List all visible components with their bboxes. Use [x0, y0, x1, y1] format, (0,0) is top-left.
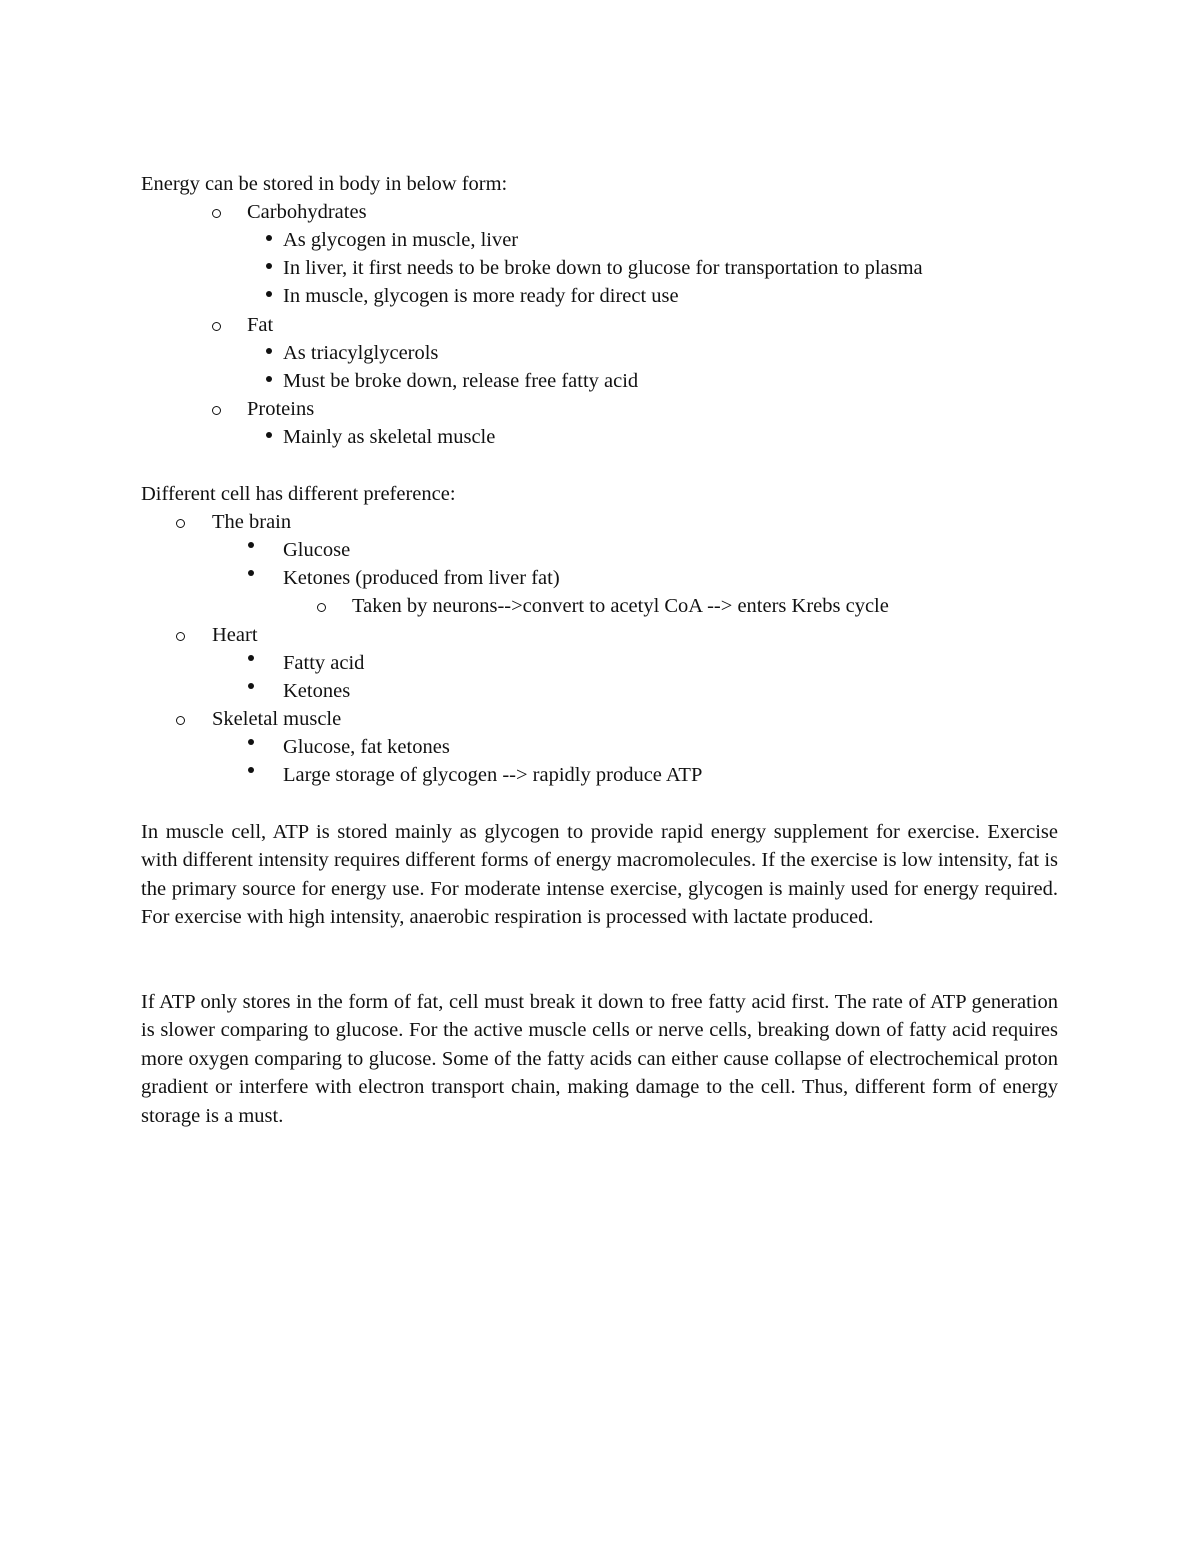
bullet-icon [248, 655, 254, 661]
bullet-icon [248, 767, 254, 773]
section1-group-carbohydrates: Carbohydrates [247, 201, 367, 223]
list-item: Glucose [283, 539, 351, 561]
list-item: Ketones [283, 680, 351, 702]
section2-group-skeletal-muscle: Skeletal muscle [212, 708, 342, 730]
bullet-icon [266, 348, 272, 354]
hollow-bullet-icon [176, 716, 185, 725]
list-item: As triacylglycerols [283, 342, 439, 364]
list-item: As glycogen in muscle, liver [283, 229, 519, 251]
bullet-icon [266, 291, 272, 297]
bullet-icon [266, 235, 272, 241]
hollow-bullet-icon [176, 632, 185, 641]
bullet-icon [248, 683, 254, 689]
section2-heading: Different cell has different preference: [141, 483, 456, 505]
list-item: In muscle, glycogen is more ready for direct use [283, 285, 679, 307]
hollow-bullet-icon [317, 603, 326, 612]
section2-group-brain: The brain [212, 511, 292, 533]
bullet-icon [266, 432, 272, 438]
list-subitem: Taken by neurons-->convert to acetyl CoA --> enters Krebs cycle [352, 595, 889, 617]
hollow-bullet-icon [212, 322, 221, 331]
list-item: Fatty acid [283, 652, 365, 674]
list-item: Mainly as skeletal muscle [283, 426, 496, 448]
bullet-icon [248, 570, 254, 576]
bullet-icon [266, 376, 272, 382]
list-item: In liver, it first needs to be broke down to glucose for transportation to plasma [283, 257, 923, 279]
bullet-icon [266, 263, 272, 269]
paragraph-fat-storage: If ATP only stores in the form of fat, cell must break it down to free fatty acid first. The rate of ATP generation is slower comparing to glucose. For the active muscle cells or nerve cells, breaking down of fatty acid requires more oxygen comparing to glucose. Some of the fatty acids can either cause collapse of electrochemical proton gradient or interfere with electron transport chain, making damage to the cell. Thus, different form of energy storage is a must. [141, 991, 1058, 1127]
list-item: Ketones (produced from liver fat) [283, 567, 560, 589]
list-item: Large storage of glycogen --> rapidly produce ATP [283, 764, 703, 786]
section1-heading: Energy can be stored in body in below form: [141, 173, 508, 195]
section1-group-proteins: Proteins [247, 398, 315, 420]
hollow-bullet-icon [212, 406, 221, 415]
paragraph-muscle-atp: In muscle cell, ATP is stored mainly as glycogen to provide rapid energy supplement for exercise. Exercise with different intensity requires different forms of energy macromolecules. If the exercise is low intensity, fat is the primary source for energy use. For moderate intense exercise, glycogen is mainly used for energy required. For exercise with high intensity, anaerobic respiration is processed with lactate produced. [141, 821, 1058, 929]
list-item: Glucose, fat ketones [283, 736, 450, 758]
section1-group-fat: Fat [247, 314, 274, 336]
hollow-bullet-icon [176, 519, 185, 528]
bullet-icon [248, 542, 254, 548]
hollow-bullet-icon [212, 209, 221, 218]
list-item: Must be broke down, release free fatty acid [283, 370, 639, 392]
bullet-icon [248, 739, 254, 745]
section2-group-heart: Heart [212, 624, 258, 646]
